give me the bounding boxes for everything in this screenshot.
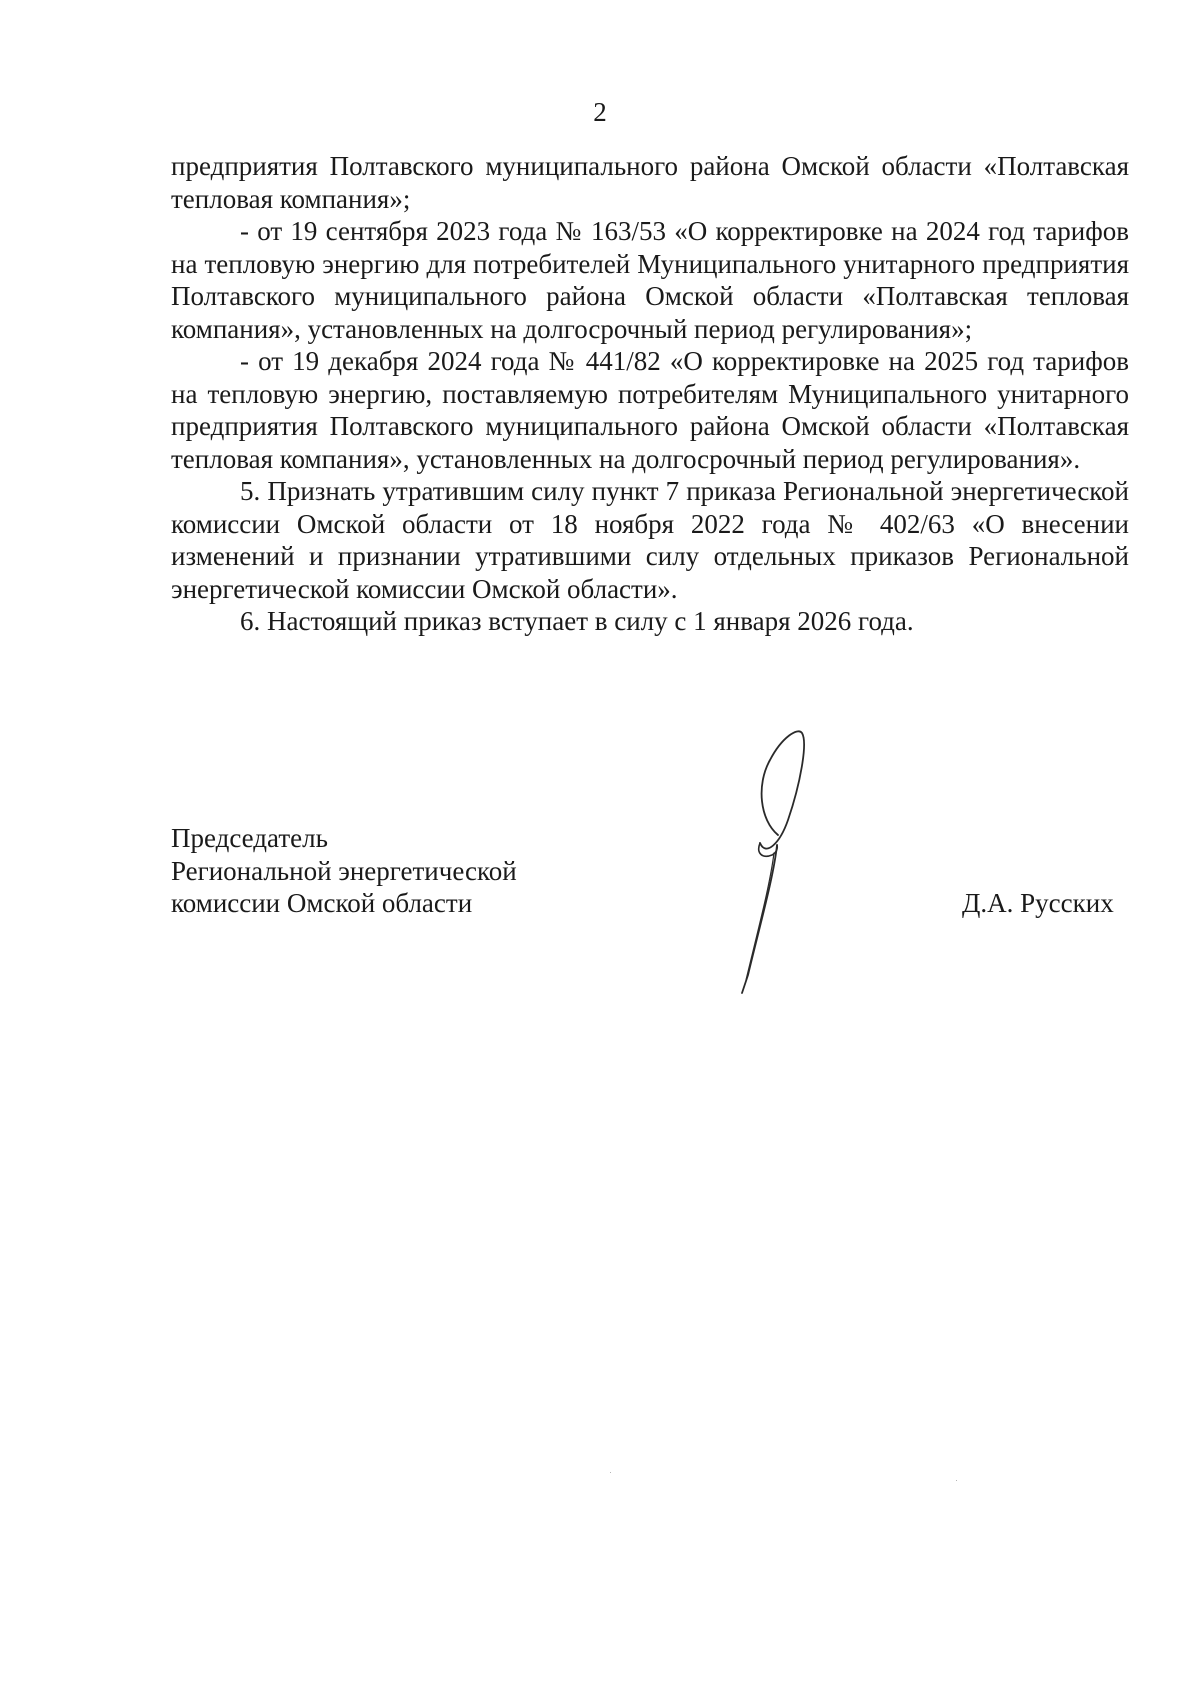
signatory-title-line: Председатель bbox=[171, 823, 328, 853]
paragraph-item-5: 5. Признать утратившим силу пункт 7 приказа Региональной энергетической комиссии Омской области от 18 ноября 2022 года № 402/63 «О внесении изменений и признании утратившими силу отдельных приказов Региональной энергетической комиссии Омской области». bbox=[171, 476, 1129, 604]
scan-artifact bbox=[610, 1472, 611, 1473]
scan-artifact bbox=[956, 1480, 957, 1481]
document-body bbox=[171, 150, 1129, 638]
signatory-title-block bbox=[171, 822, 517, 920]
paragraph-order-2024: - от 19 декабря 2024 года № 441/82 «О корректировке на 2025 год тарифов на тепловую энергию, поставляемую потребителям Муниципального унитарного предприятия Полтавского муниципального района Омской области «Полтавская тепловая компания», установленных на долгосрочный период регулирования». bbox=[171, 346, 1129, 474]
handwritten-signature-icon bbox=[730, 725, 870, 995]
signatory-title-line: Региональной энергетической bbox=[171, 855, 517, 886]
paragraph-continuation: предприятия Полтавского муниципального района Омской области «Полтавская тепловая компания»; bbox=[171, 151, 1129, 214]
paragraph-item-6: 6. Настоящий приказ вступает в силу с 1 января 2026 года. bbox=[240, 606, 914, 636]
signer-name: Д.А. Русских bbox=[962, 888, 1114, 918]
signatory-title-line: комиссии Омской области bbox=[171, 888, 473, 918]
paragraph-order-2023: - от 19 сентября 2023 года № 163/53 «О корректировке на 2024 год тарифов на тепловую энергию для потребителей Муниципального унитарного предприятия Полтавского муниципального района Омской области «Полтавская тепловая компания», установленных на долгосрочный период регулирования»; bbox=[171, 216, 1129, 344]
page-number: 2 bbox=[593, 97, 607, 127]
